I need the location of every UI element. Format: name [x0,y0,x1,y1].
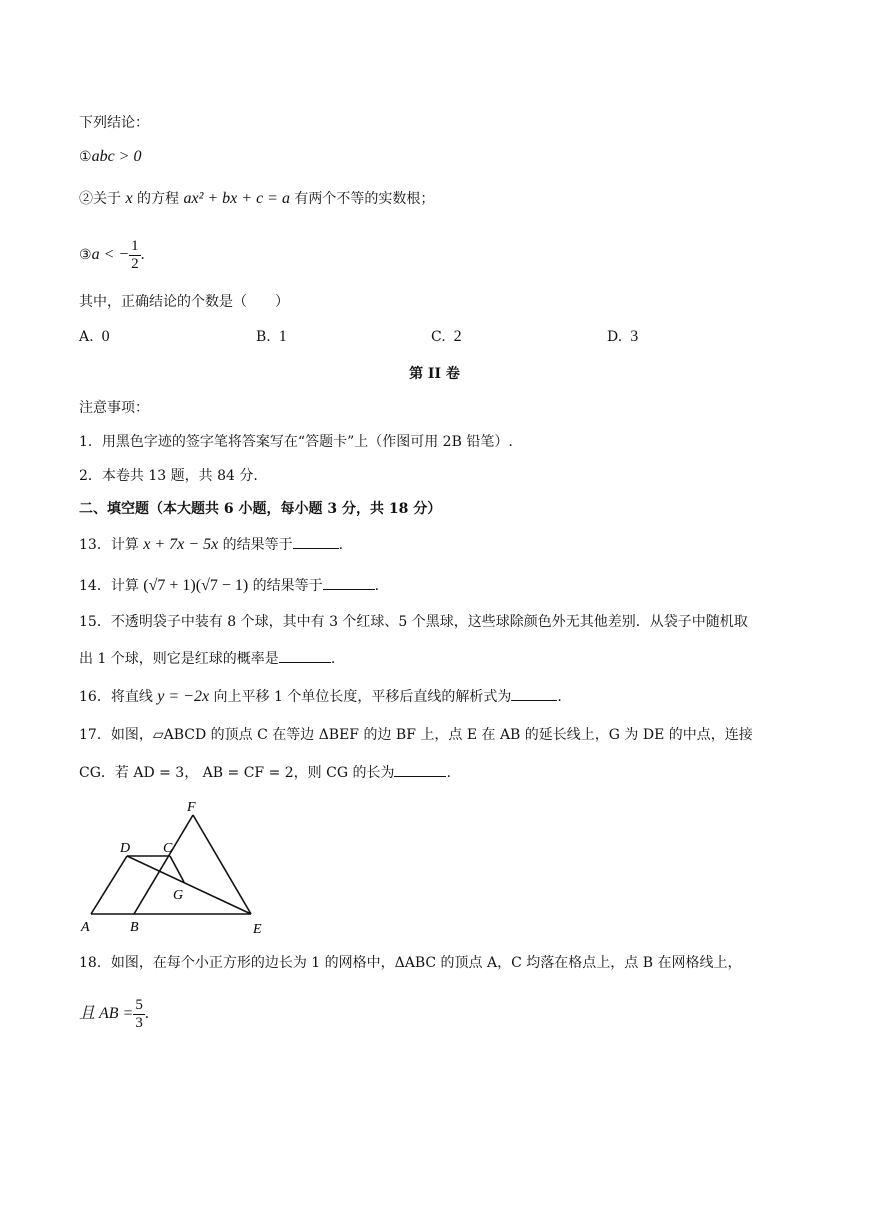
q17-end: . [446,765,451,781]
option-a[interactable] [79,327,110,347]
option-a-label: A. [79,329,94,345]
option-d-label: D. [607,329,623,345]
conclusion-3-mark: ③ [79,247,92,263]
label-G: G [173,888,184,903]
part2-heading: 二、填空题（本大题共 6 小题，每小题 3 分，共 18 分） [79,501,442,517]
q14-pre: 计算 [110,578,139,594]
option-d[interactable] [607,327,638,347]
intro-text: 下列结论： [79,115,149,131]
option-b-label: B. [256,329,271,345]
question-15-line-2 [79,648,335,669]
q13-number: 13． [79,537,111,553]
conclusion-3-lhs: a < − [91,246,130,263]
q18-line2-text: 且 AB = [79,1005,134,1022]
conclusion-3 [79,236,145,274]
conclusion-2-post: 有两个不等的实数根； [294,191,435,207]
q16-expr: y = −2x [157,688,210,705]
answer-blank-13[interactable] [293,534,339,549]
question-14 [79,575,379,596]
q17-line2-text: CG．若 AD = 3， AB = CF = 2，则 CG 的长为 [79,765,395,781]
option-c-label: C. [431,329,446,345]
q13-post: 的结果等于 [222,537,293,553]
section-title: 第 II 卷 [409,366,460,382]
q16-end: . [557,689,562,705]
label-D: D [120,841,131,856]
q14-number: 14． [79,578,111,594]
segment-BF [134,815,193,914]
fraction-numerator: 5 [135,996,143,1013]
option-d-value: 3 [630,328,639,345]
fraction-denominator: 3 [135,1014,143,1031]
answer-blank-15[interactable] [279,648,331,663]
answer-blank-17[interactable] [394,762,446,777]
conclusion-2-expr: ax² + bx + c = a [183,190,290,207]
conclusion-2-mark: ② [79,191,93,207]
q18-fraction [133,997,145,1032]
conclusion-2-mid: 的方程 [137,191,180,207]
q14-end: . [374,578,380,594]
answer-blank-14[interactable] [323,575,375,590]
conclusion-2 [79,189,434,209]
option-b[interactable] [256,327,287,347]
q15-end: . [330,651,336,667]
q16-post: 向上平移 1 个单位长度，平移后直线的解析式为 [213,689,512,705]
geometry-figure [77,798,277,938]
notes-title: 注意事项： [79,400,149,416]
conclusion-1-expr: abc > 0 [91,148,142,165]
conclusion-1-mark: ① [79,149,92,165]
question-16 [79,686,562,707]
question-17-line-1: 17．如图，▱ABCD 的顶点 C 在等边 ΔBEF 的边 BF 上，点 E 在 AB 的延长线上，G 为 DE 的中点，连接 [79,727,753,743]
conclusion-1 [79,147,141,167]
answer-blank-16[interactable] [511,686,557,701]
segment-DE [127,856,251,914]
option-a-value: 0 [101,328,110,345]
label-C: C [163,841,173,856]
question-17-line-2 [79,762,451,783]
conclusion-2-var: x [125,190,133,207]
question-prompt: 其中，正确结论的个数是（ ） [79,294,289,310]
q18-end: . [144,1005,149,1022]
q16-number: 16． [79,689,111,705]
question-13 [79,534,343,555]
note-1: 1．用黑色字迹的签字笔将答案写在“答题卡”上（作图可用 2B 铅笔）. [79,434,513,450]
q15-line2-text: 出 1 个球，则它是红球的概率是 [79,651,279,667]
q14-post: 的结果等于 [252,578,323,594]
fraction-numerator: 1 [131,237,139,254]
label-B: B [130,920,139,935]
label-F: F [187,800,196,815]
option-b-value: 1 [278,328,287,345]
fraction-denominator: 2 [131,255,139,272]
q13-expr: x + 7x − 5x [143,536,219,553]
conclusion-3-fraction [129,238,141,273]
question-18-line-1: 18．如图，在每个小正方形的边长为 1 的网格中，ΔABC 的顶点 A，C 均落在格点上，点 B 在网格线上， [79,955,742,971]
question-15-line-1: 15．不透明袋子中装有 8 个球，其中有 3 个红球、5 个黑球，这些球除颜色外无其他差别．从袋子中随机取 [79,614,748,630]
label-E: E [253,922,262,937]
segment-FE [193,815,251,914]
question-18-line-2 [79,994,149,1034]
q14-expr: (√7 + 1)(√7 − 1) [143,577,249,594]
option-c-value: 2 [453,328,462,345]
conclusion-3-end: . [140,246,145,263]
option-c[interactable] [431,327,462,347]
segment-AD [91,856,127,914]
q16-pre: 将直线 [110,689,153,705]
segment-CG [170,856,184,882]
q13-end: . [338,537,344,553]
label-A: A [81,920,90,935]
conclusion-2-pre: 关于 [93,191,121,207]
note-2: 2．本卷共 13 题，共 84 分. [79,468,258,484]
q13-pre: 计算 [110,537,139,553]
